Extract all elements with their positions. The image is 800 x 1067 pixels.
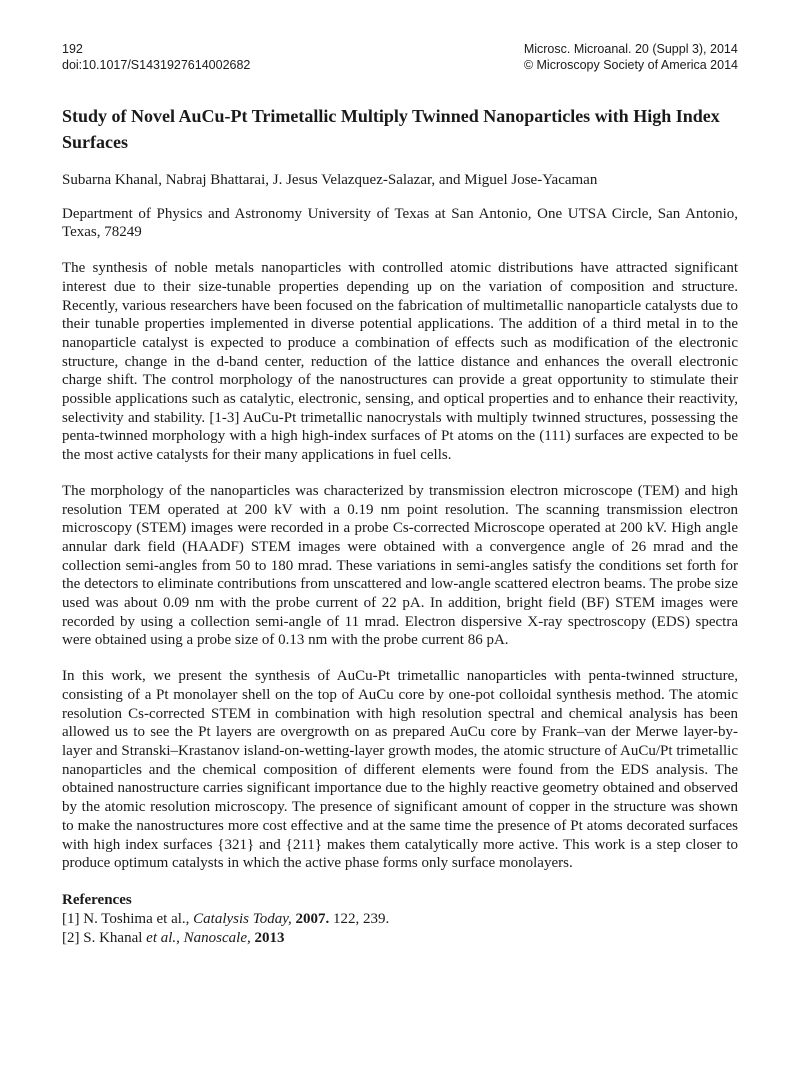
reference-2-authors: [2] S. Khanal — [62, 929, 147, 946]
page-number: 192 — [62, 42, 83, 56]
journal-citation: Microsc. Microanal. 20 (Suppl 3), 2014 — [523, 42, 738, 56]
reference-item-1 — [62, 910, 738, 929]
abstract-paragraph-3: In this work, we present the synthesis of AuCu-Pt trimetallic nanoparticles with penta-twinned structure, consisting of a Pt monolayer shell on the top of AuCu core by one-pot colloidal synthesis method. The atomic resolution Cs-corrected STEM in combination with high resolution spectral and chemical analysis has been allowed us to see the Pt layers are overgrowth on as prepared AuCu core by Frank–van der Merwe layer-by-layer and Stranski–Krastanov island-on-wetting-layer growth modes, the atomic structure of AuCu/Pt trimetallic nanoparticles and the chemical composition of different elements were found from the EDS analysis. The obtained nanostructure carries significant importance due to the highly reactive geometry obtained and observed by the atomic resolution microscopy. The presence of significant amount of copper in the structure was shown to make the nanostructures more cost effective and at the same time the presence of Pt atoms decorated surfaces with high index surfaces {321} and {211} makes them catalytically more active. This work is a step closer to produce optimum catalysts in which the active phase forms only surface monolayers. — [62, 668, 738, 872]
reference-1-pages: 122, 239. — [333, 910, 390, 927]
reference-1-year: 2007. — [295, 910, 334, 927]
references-section — [62, 891, 738, 947]
references-heading: References — [62, 891, 132, 908]
abstract-paragraph-2: The morphology of the nanoparticles was characterized by transmission electron microscope (TEM) and high resolution TEM operated at 200 kV with a 0.19 nm point resolution. The scanning transmission electron microscopy (STEM) images were recorded in a probe Cs-corrected Microscope operated at 200 kV. High angle annular dark field (HAADF) STEM images were obtained with a convergence angle of 26 mrad and the collection semi-angles from 50 to 180 mrad. These variations in semi-angles satisfy the conditions set forth for the detectors to eliminate contributions from unscattered and low-angle scattered electron beams. The probe size used was about 0.09 nm with the probe current of 22 pA. In addition, bright field (BF) STEM images were recorded by using a collection semi-angle of 11 mrad. Electron dispersive X-ray spectroscopy (EDS) spectra were obtained using a probe size of 0.13 nm with the probe current 86 pA. — [62, 482, 738, 649]
header-left — [62, 42, 250, 73]
abstract-paragraph-1: The synthesis of noble metals nanoparticles with controlled atomic distributions have attracted significant interest due to their size-tunable properties depending up on the variation of composition and structure. Recently, various researchers have been focused on the fabrication of multimetallic nanoparticle catalysts due to their tunable properties implemented in diverse potential applications. The addition of a third metal in to the nanoparticle catalyst is expected to produce a combination of effects such as modification of the electronic structure, change in the d-band center, reduction of the lattice distance and enhances the overall electronic charge shift. The control morphology of the nanostructures can provide a great opportunity to stimulate their possible applications such as catalytic, electronic, sensing, and optical properties and to enhance their reactivity, selectivity and stability. [1-3] AuCu-Pt trimetallic nanocrystals with multiply twinned structures, possessing the penta-twinned morphology with a high high-index surfaces of Pt atoms on the (111) surfaces are expected to be the most active catalysts for their many applications in fuel cells. — [62, 260, 738, 464]
header-right — [524, 42, 738, 73]
reference-item-2 — [62, 929, 738, 948]
paper-title: Study of Novel AuCu-Pt Trimetallic Multiply Twinned Nanoparticles with High Index Surfaces — [62, 106, 720, 152]
reference-2-journal: et al., Nanoscale, — [146, 929, 255, 946]
copyright-notice: © Microscopy Society of America 2014 — [523, 57, 738, 72]
page-header — [62, 42, 738, 73]
affiliation: Department of Physics and Astronomy University of Texas at San Antonio, One UTSA Circle, San Antonio, Texas, 78249 — [62, 205, 738, 241]
reference-2-year: 2013 — [254, 929, 285, 946]
author-list: Subarna Khanal, Nabraj Bhattarai, J. Jesus Velazquez-Salazar, and Miguel Jose-Yacaman — [62, 172, 598, 188]
reference-1-authors: [1] N. Toshima et al., — [62, 910, 194, 927]
reference-1-journal: Catalysis Today, — [193, 910, 296, 927]
doi: doi:10.1017/S1431927614002682 — [62, 57, 251, 72]
